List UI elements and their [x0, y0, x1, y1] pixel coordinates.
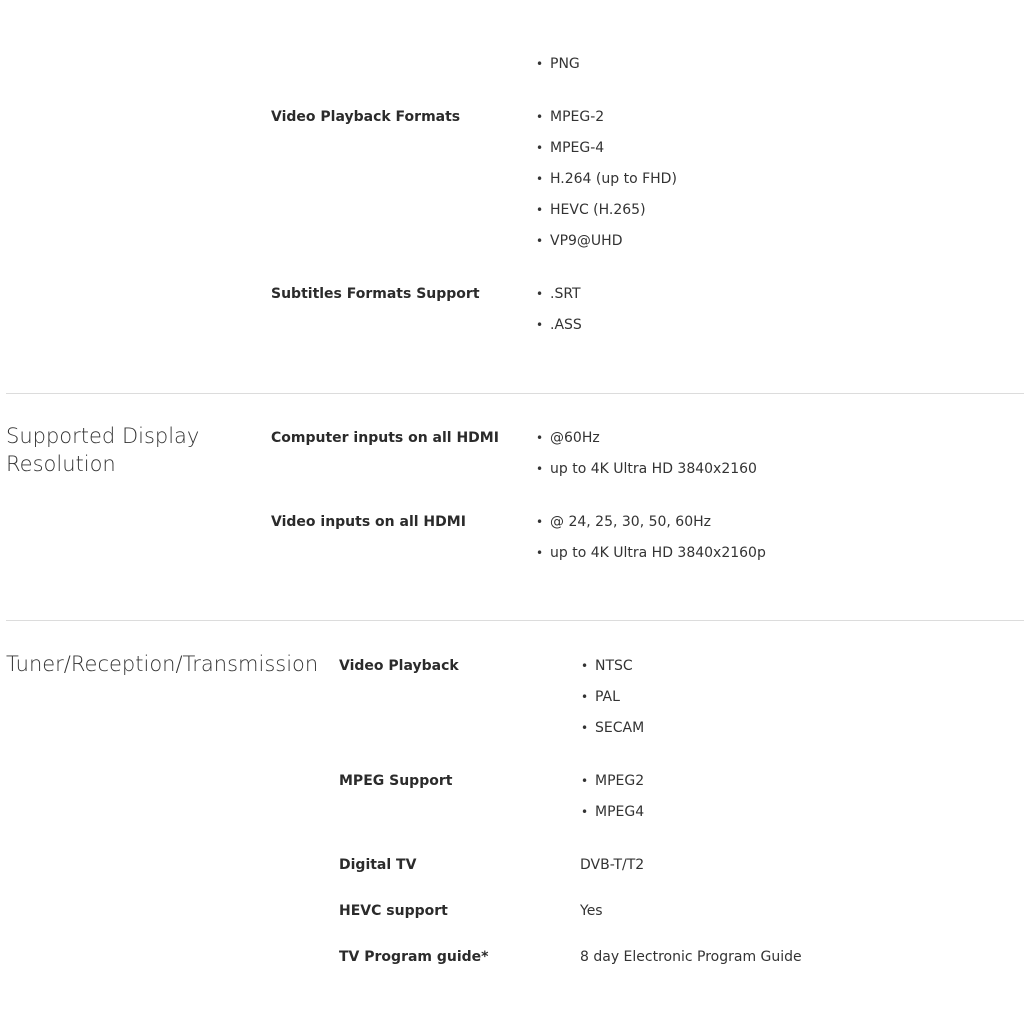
spec-bullet: • MPEG4 — [595, 804, 644, 820]
spec-value-tv-program-guide: 8 day Electronic Program Guide — [580, 949, 802, 965]
section-divider — [6, 620, 1024, 621]
spec-bullet: • .ASS — [550, 317, 582, 333]
spec-label-subtitles-formats-support: Subtitles Formats Support — [271, 286, 480, 302]
spec-label-digital-tv: Digital TV — [339, 857, 417, 873]
spec-label-video-playback-formats: Video Playback Formats — [271, 109, 461, 125]
spec-label-hevc-support: HEVC support — [339, 903, 448, 919]
spec-bullet: • NTSC — [595, 658, 633, 674]
section-divider — [6, 393, 1024, 394]
spec-label-video-inputs: Video inputs on all HDMI — [271, 514, 466, 530]
spec-label-computer-inputs: Computer inputs on all HDMI — [271, 430, 499, 446]
spec-label-mpeg-support: MPEG Support — [339, 773, 453, 789]
spec-value-hevc-support: Yes — [580, 903, 603, 919]
spec-bullet: • @60Hz — [550, 430, 600, 446]
spec-bullet: • @ 24, 25, 30, 50, 60Hz — [550, 514, 711, 530]
spec-bullet: • H.264 (up to FHD) — [550, 171, 677, 187]
spec-bullet: • up to 4K Ultra HD 3840x2160 — [550, 461, 757, 477]
spec-bullet: • MPEG2 — [595, 773, 644, 789]
section-title-tuner-reception: Tuner/Reception/Transmission — [6, 652, 319, 676]
spec-bullet: • HEVC (H.265) — [550, 202, 646, 218]
spec-bullet: • VP9@UHD — [550, 233, 622, 249]
spec-bullet-png: • PNG — [550, 56, 580, 72]
spec-value-digital-tv: DVB-T/T2 — [580, 857, 645, 873]
spec-label-video-playback: Video Playback — [339, 658, 459, 674]
spec-label-tv-program-guide: TV Program guide* — [339, 949, 489, 965]
spec-bullet: • SECAM — [595, 720, 644, 736]
spec-bullet: • up to 4K Ultra HD 3840x2160p — [550, 545, 766, 561]
spec-bullet: • .SRT — [550, 286, 581, 302]
spec-bullet: • MPEG-2 — [550, 109, 604, 125]
spec-bullet: • PAL — [595, 689, 620, 705]
section-title-display-resolution: Supported Display Resolution — [6, 424, 200, 476]
spec-bullet: • MPEG-4 — [550, 140, 604, 156]
